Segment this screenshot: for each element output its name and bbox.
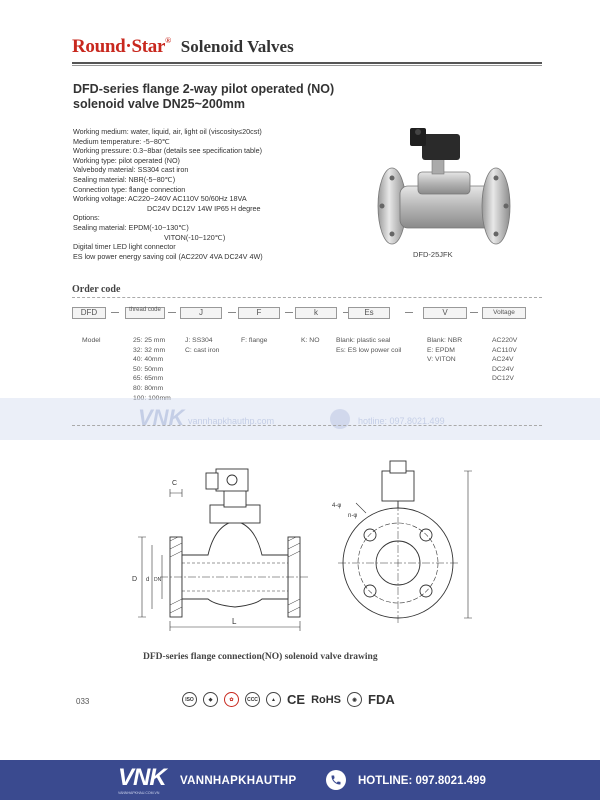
option-body: J: SS304 C: cast iron [185, 337, 220, 354]
code-connection: F [238, 307, 280, 319]
product-title: DFD-series flange 2-way pilot operated (NO) solenoid valve DN25~200mm [73, 82, 335, 111]
front-view [332, 461, 472, 623]
fda-mark: FDA [368, 692, 395, 707]
cert-badge-icon: ◆ [203, 692, 218, 707]
footer-company: VANNHAPKHAUTHP [180, 775, 297, 787]
cert-badge-icon: CCC [245, 692, 260, 707]
valve-photo [370, 120, 520, 260]
code-thread: thread code [125, 307, 165, 319]
spec-line: Sealing material: NBR(-5~80℃) [73, 174, 176, 184]
option-coil: Blank: plastic seal Es: ES low power coil [336, 337, 402, 354]
page-number: 033 [76, 697, 90, 706]
footer-logo-sub: VANNHAPKHAU.COM.VN [118, 791, 160, 795]
code-voltage: Voltage [482, 307, 526, 319]
code-coil: Es [348, 307, 390, 319]
drawing-caption: DFD-series flange connection(NO) solenoid valve drawing [143, 652, 378, 662]
page-header [72, 36, 294, 58]
code-body: J [180, 307, 222, 319]
cert-badge-icon: ◉ [347, 692, 362, 707]
footer-bar [0, 760, 600, 800]
spec-line: Valvebody material: SS304 cast iron [73, 165, 189, 175]
code-separator [405, 312, 413, 313]
footer-logo: VNK [118, 764, 166, 791]
header-divider-thin [72, 65, 542, 66]
dim-label-d: d [146, 577, 150, 583]
section-divider [72, 425, 542, 426]
order-code-title: Order code [72, 284, 121, 295]
spec-line: Medium temperature: -5~80℃ [73, 136, 170, 146]
technical-drawing [120, 455, 500, 640]
code-seal: V [423, 307, 467, 319]
spec-line: ES low power energy saving coil (AC220V 4VA DC24V 4W) [73, 251, 263, 261]
rohs-mark: RoHS [311, 693, 342, 706]
option-sizes: 25: 25 mm 32: 32 mm 40: 40mm 50: 50mm 65: 65mm 80: 80mm 100: 100mm [133, 337, 171, 402]
phone-icon[interactable] [326, 770, 346, 790]
cert-badge-icon: ✿ [224, 692, 239, 707]
watermark-band [0, 398, 600, 440]
spec-line: Working type: pilot operated (NO) [73, 155, 180, 165]
watermark-logo: VNK [138, 405, 185, 430]
code-separator [228, 312, 236, 313]
spec-line: Working medium: water, liquid, air, light oil (viscosity≤20cst) [73, 127, 262, 136]
watermark-text: vannhapkhauthp.com [188, 416, 275, 426]
dim-label-pcd: n-φ [348, 513, 358, 519]
order-divider [72, 297, 542, 298]
header-divider [72, 62, 542, 64]
spec-line: VITON(-10~120℃) [164, 232, 226, 242]
spec-list [73, 127, 263, 261]
dim-label-holes: 4-φ [332, 503, 342, 509]
code-separator [168, 312, 176, 313]
spec-line: Sealing material: EPDM(-10~130℃) [73, 222, 189, 232]
spec-line: Options: [73, 213, 100, 223]
certification-row [182, 692, 395, 707]
section-title: Solenoid Valves [180, 37, 294, 56]
brand-logo: Round·Star® [72, 36, 171, 57]
dim-label-L: L [232, 617, 237, 626]
side-view [132, 469, 310, 631]
dim-label-D: D [132, 576, 138, 583]
watermark-text: hotline: 097.8021.499 [358, 416, 445, 426]
cert-badge-icon: ▲ [266, 692, 281, 707]
code-separator [111, 312, 119, 313]
dim-label-C: C [172, 480, 178, 487]
photo-caption: DFD-25JFK [413, 250, 453, 259]
spec-line: DC24V DC12V 14W IP65 H degree [147, 203, 261, 213]
watermark-phone-icon [330, 409, 350, 429]
code-separator [285, 312, 293, 313]
ce-mark: CE [287, 692, 306, 707]
code-type: k [295, 307, 337, 319]
footer-hotline[interactable]: HOTLINE: 097.8021.499 [358, 775, 486, 787]
dim-label-DN: DN [154, 577, 162, 583]
spec-line: Connection type: flange connection [73, 184, 186, 194]
cert-badge-icon: ISO [182, 692, 197, 707]
code-model: DFD [72, 307, 106, 319]
option-voltage: AC220V AC110V AC24V DC24V DC12V [492, 337, 518, 383]
spec-line: Digital timer LED light connector [73, 242, 176, 252]
code-separator [470, 312, 478, 313]
option-seal: Blank: NBR E: EPDM V: VITON [427, 337, 463, 364]
spec-line: Working voltage: AC220~240V AC110V 50/60Hz 18VA [73, 194, 247, 204]
option-model: Model [82, 337, 101, 344]
option-connection: F: flange [241, 337, 268, 344]
spec-line: Working pressure: 0.3~8bar (details see specification table) [73, 146, 263, 156]
option-type: K: NO [301, 337, 320, 344]
